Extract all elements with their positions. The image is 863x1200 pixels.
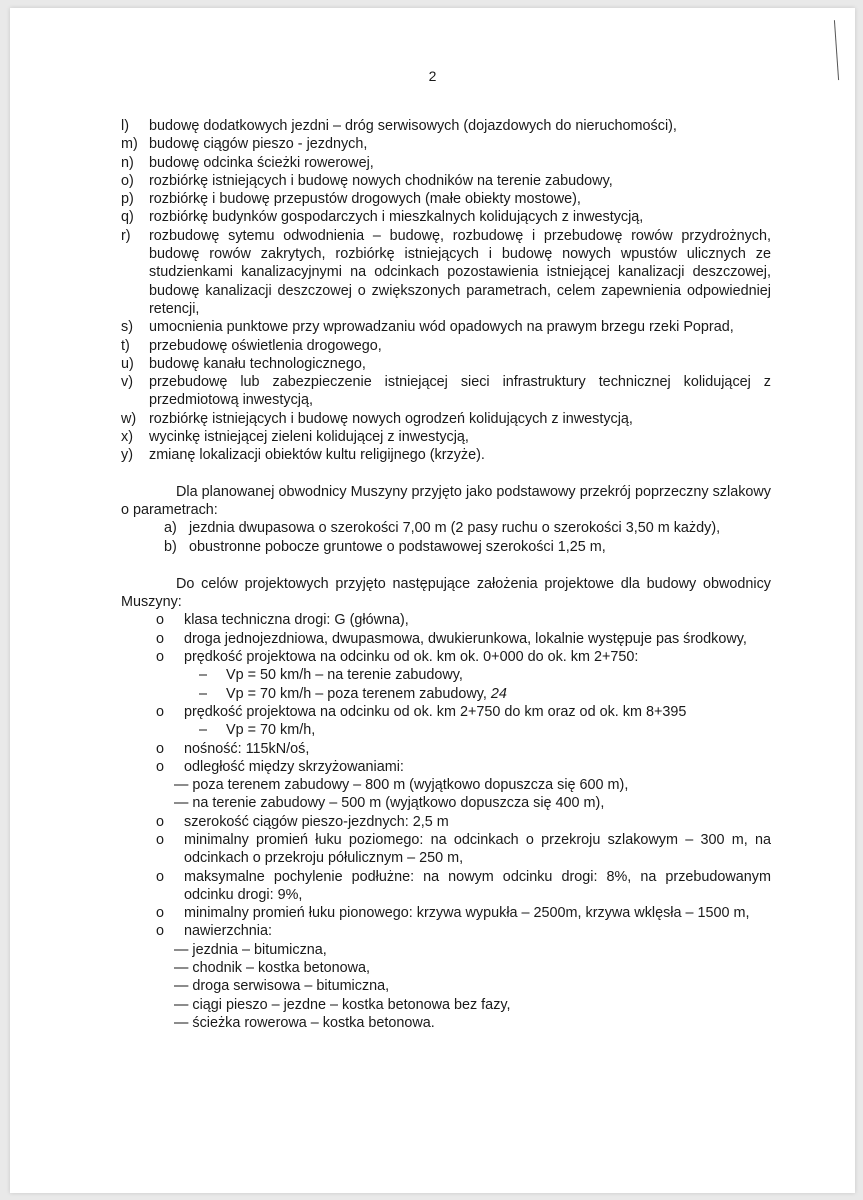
list-item: o szerokość ciągów pieszo-jezdnych: 2,5 m <box>156 813 449 830</box>
list-item: u) budowę kanału technologicznego, <box>121 355 366 372</box>
document-page <box>10 8 855 1193</box>
list-item: s) umocnienia punktowe przy wprowadzaniu wód opadowych na prawym brzegu rzeki Poprad, <box>121 319 734 336</box>
list-item: o odległość między skrzyżowaniami: <box>156 758 404 775</box>
list-item: y) zmianę lokalizacji obiektów kultu religijnego (krzyże). <box>121 447 485 464</box>
list-item: — ciągi pieszo – jezdne – kostka betonowa bez fazy, <box>174 996 511 1013</box>
list-item: l) budowę dodatkowych jezdni – dróg serwisowych (dojazdowych do nieruchomości), <box>121 118 677 134</box>
list-item: o droga jednojezdniowa, dwupasmowa, dwukierunkowa, lokalnie występuje pas środkowy, <box>156 630 747 647</box>
cross-section-paragraph: Dla planowanej obwodnicy Muszyny przyjęto jako podstawowy przekrój poprzeczny szlakowy o parametrach: <box>121 483 771 518</box>
list-item: p) rozbiórkę i budowę przepustów drogowych (małe obiekty mostowe), <box>121 191 581 208</box>
list-item: o maksymalne pochylenie podłużne: na nowym odcinku drogi: 8%, na przebudowanym odcinku drogi: 9%, <box>156 868 771 903</box>
list-item: – Vp = 50 km/h – na terenie zabudowy, <box>199 667 463 684</box>
list-item: o klasa techniczna drogi: G (główna), <box>156 612 409 629</box>
list-item: — ścieżka rowerowa – kostka betonowa. <box>174 1014 435 1031</box>
list-item: — jezdnia – bitumiczna, <box>174 941 327 958</box>
list-item: o minimalny promień łuku poziomego: na odcinkach o przekroju szlakowym – 300 m, na odcinkach o przekroju półulicznym – 250 m, <box>156 831 771 867</box>
list-item: a) jezdnia dwupasowa o szerokości 7,00 m (2 pasy ruchu o szerokości 3,50 m każdy), <box>164 520 721 537</box>
list-item: x) wycinkę istniejącej zieleni kolidującej z inwestycją, <box>121 429 469 446</box>
list-item: o nawierzchnia: <box>156 923 272 940</box>
list-item: o nośność: 115kN/oś, <box>156 740 310 757</box>
assumptions-paragraph: Do celów projektowych przyjęto następujące założenia projektowe dla budowy obwodnicy Muszyny: <box>121 575 771 611</box>
list-item: v) przebudowę lub zabezpieczenie istniejącej sieci infrastruktury technicznej kolidującej z przedmiotową inwestycją, <box>121 374 771 409</box>
list-item: — droga serwisowa – bitumiczna, <box>174 978 390 995</box>
list-item: o minimalny promień łuku pionowego: krzywa wypukła – 2500m, krzywa wklęsła – 1500 m, <box>156 905 750 922</box>
page-number: 2 <box>428 68 437 84</box>
list-item: – Vp = 70 km/h – poza terenem zabudowy, 24 <box>199 685 507 702</box>
scope-list <box>121 117 771 465</box>
list-item: n) budowę odcinka ścieżki rowerowej, <box>121 154 374 171</box>
document-body <box>121 117 771 1032</box>
list-item: o) rozbiórkę istniejących i budowę nowych chodników na terenie zabudowy, <box>121 172 613 189</box>
list-item: — chodnik – kostka betonowa, <box>174 960 370 977</box>
list-item: w) rozbiórkę istniejących i budowę nowych ogrodzeń kolidujących z inwestycją, <box>121 410 633 427</box>
list-item: m) budowę ciągów pieszo - jezdnych, <box>121 136 368 153</box>
list-item: b) obustronne pobocze gruntowe o podstawowej szerokości 1,25 m, <box>164 538 606 555</box>
list-item: o prędkość projektowa na odcinku od ok. km ok. 0+000 do ok. km 2+750: <box>156 649 639 666</box>
list-item: r) rozbudowę sytemu odwodnienia – budowę, rozbudowę i przebudowę rowów przydrożnych, budowę rowów zakrytych, rozbiórkę istniejących i budowę nowych wpustów ulicznych ze studzienkami kanalizacyjnymi na odcinkach pozostawienia istniejącej kanalizacji deszczowej, budowę kanalizacji deszczowej o zwiększonych parametrach, celem zapewnienia odpowiedniej retencji, <box>121 227 771 317</box>
list-item: o prędkość projektowa na odcinku od ok. km 2+750 do km oraz od ok. km 8+395 <box>156 703 687 720</box>
list-item: t) przebudowę oświetlenia drogowego, <box>121 337 382 354</box>
list-item: — na terenie zabudowy – 500 m (wyjątkowo dopuszcza się 400 m), <box>174 795 605 812</box>
list-item: q) rozbiórkę budynków gospodarczych i mieszkalnych kolidujących z inwestycją, <box>121 209 644 226</box>
list-item: — poza terenem zabudowy – 800 m (wyjątkowo dopuszcza się 600 m), <box>174 777 629 794</box>
list-item: – Vp = 70 km/h, <box>199 722 316 739</box>
